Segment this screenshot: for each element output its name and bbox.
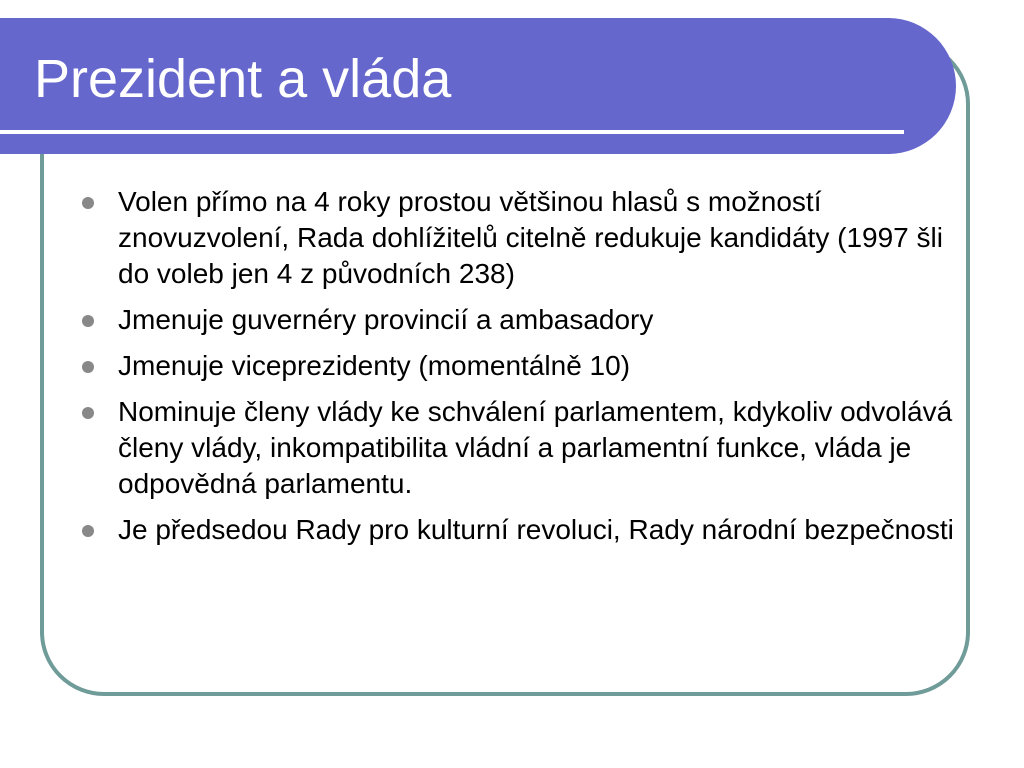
- bullet-dot-icon: [82, 525, 94, 537]
- bullet-text: Je předsedou Rady pro kulturní revoluci, Rady národní bezpečnosti: [118, 514, 954, 545]
- bullet-item: [80, 512, 954, 548]
- bullet-text: Nominuje členy vlády ke schválení parlamentem, kdykoliv odvolává členy vlády, inkompatibilita vládní a parlamentní funkce, vláda je odpovědná parlamentu.: [118, 396, 953, 499]
- bullet-item: [80, 348, 954, 384]
- bullet-dot-icon: [82, 315, 94, 327]
- bullet-text: Jmenuje viceprezidenty (momentálně 10): [118, 350, 631, 381]
- bullet-dot-icon: [82, 361, 94, 373]
- bullet-dot-icon: [82, 197, 94, 209]
- bullet-item: [80, 302, 954, 338]
- bullet-text: Volen přímo na 4 roky prostou většinou hlasů s možností znovuzvolení, Rada dohlížitelů citelně redukuje kandidáty (1997 šli do voleb jen 4 z původních 238): [118, 186, 943, 289]
- bullet-text: Jmenuje guvernéry provincií a ambasadory: [118, 304, 654, 335]
- slide-title: Prezident a vláda: [34, 49, 452, 109]
- title-underline: [0, 130, 904, 134]
- bullet-dot-icon: [82, 407, 94, 419]
- bullet-list: [80, 184, 954, 558]
- bullet-item: [80, 184, 954, 292]
- bullet-item: [80, 394, 954, 502]
